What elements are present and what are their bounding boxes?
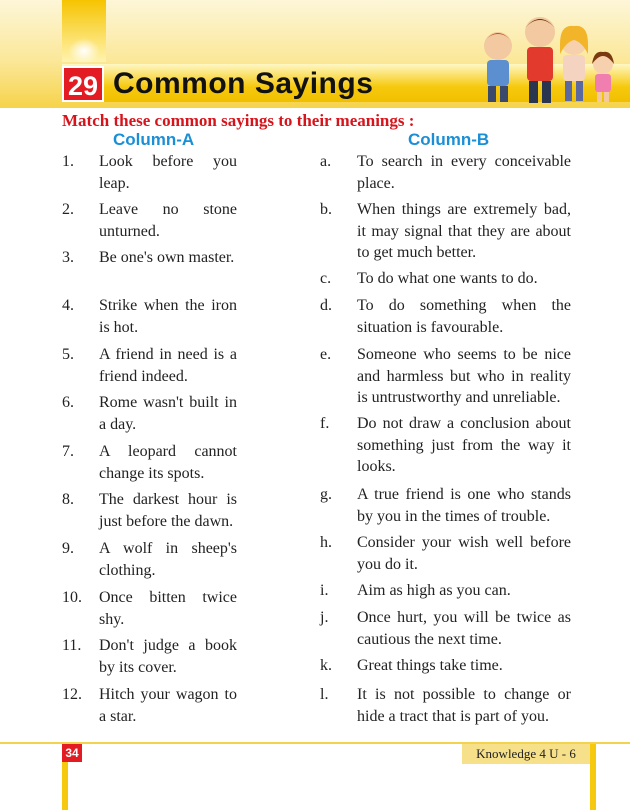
boy-figure-left	[484, 32, 512, 102]
list-item	[320, 268, 571, 290]
item-number: 6.	[62, 394, 74, 411]
item-letter: j.	[320, 609, 329, 626]
item-text: Consider your wish well before you do it.	[357, 534, 571, 573]
list-item	[320, 684, 571, 727]
list-item	[62, 587, 237, 630]
item-number: 8.	[62, 491, 74, 508]
list-item	[62, 247, 237, 269]
item-text: It is not possible to change or hide a tract that is part of you.	[357, 686, 571, 725]
list-item	[62, 199, 237, 242]
item-number: 4.	[62, 297, 74, 314]
item-letter: c.	[320, 270, 332, 287]
item-text: Don't judge a book by its cover.	[99, 637, 237, 676]
book-title: Knowledge 4 U - 6	[462, 744, 590, 764]
item-letter: d.	[320, 297, 332, 314]
item-number: 11.	[62, 637, 82, 654]
list-item	[320, 532, 571, 575]
list-item	[62, 489, 237, 532]
chapter-number: 29	[62, 66, 104, 102]
instruction-text: Match these common sayings to their meanings :	[62, 111, 415, 130]
item-text: Hitch your wagon to a star.	[99, 686, 237, 725]
item-text: The darkest hour is just before the dawn.	[99, 491, 237, 530]
list-item	[62, 635, 237, 678]
column-b-heading: Column-B	[408, 130, 490, 149]
item-text: A leopard cannot change its spots.	[99, 443, 237, 482]
list-item	[62, 392, 237, 435]
page-number: 34	[62, 744, 82, 762]
item-text: Look before you leap.	[99, 153, 237, 192]
item-text: A friend in need is a friend indeed.	[99, 346, 237, 385]
list-item	[62, 151, 237, 194]
item-text: A true friend is one who stands by you in the times of trouble.	[357, 486, 571, 525]
item-text: To do what one wants to do.	[357, 270, 538, 287]
item-text: When things are extremely bad, it may signal that they are about to get much better.	[357, 201, 571, 261]
item-letter: h.	[320, 534, 332, 551]
chapter-title: Common Sayings	[113, 67, 374, 100]
children-illustration	[470, 6, 620, 106]
item-text: To do something when the situation is favourable.	[357, 297, 571, 336]
item-letter: f.	[320, 415, 330, 432]
item-letter: a.	[320, 153, 332, 170]
item-text: Great things take time.	[357, 657, 503, 674]
item-letter: i.	[320, 582, 329, 599]
list-item	[320, 655, 571, 677]
item-letter: g.	[320, 486, 332, 503]
item-text: To search in every conceivable place.	[357, 153, 571, 192]
boy-figure-middle	[525, 17, 555, 103]
item-text: Rome wasn't built in a day.	[99, 394, 237, 433]
item-text: Do not draw a conclusion about something just from the way it looks.	[357, 415, 571, 475]
list-item	[320, 413, 571, 478]
item-letter: e.	[320, 346, 332, 363]
item-number: 5.	[62, 346, 74, 363]
item-text: Once hurt, you will be twice as cautious the next time.	[357, 609, 571, 648]
list-item	[320, 199, 571, 264]
list-item	[62, 684, 237, 727]
girl-figure-right	[560, 26, 588, 101]
item-number: 1.	[62, 153, 74, 170]
item-text: Aim as high as you can.	[357, 582, 511, 599]
item-letter: k.	[320, 657, 332, 674]
item-number: 2.	[62, 201, 74, 218]
list-item	[62, 538, 237, 581]
list-item	[320, 151, 571, 194]
list-item	[62, 295, 237, 338]
column-a-heading: Column-A	[113, 130, 195, 149]
list-item	[320, 344, 571, 409]
item-letter: l.	[320, 686, 329, 703]
item-number: 12.	[62, 686, 82, 703]
list-item	[62, 441, 237, 484]
item-number: 7.	[62, 443, 74, 460]
item-text: A wolf in sheep's clothing.	[99, 540, 237, 579]
item-text: Be one's own master.	[99, 249, 235, 266]
item-text: Someone who seems to be nice and harmless but who in reality is untrustworthy and unreliable.	[357, 346, 571, 406]
list-item	[320, 607, 571, 650]
item-number: 3.	[62, 249, 74, 266]
item-letter: b.	[320, 201, 332, 218]
small-girl-figure	[592, 52, 614, 102]
item-text: Leave no stone unturned.	[99, 201, 237, 240]
item-text: Once bitten twice shy.	[99, 589, 237, 628]
list-item	[320, 484, 571, 527]
list-item	[320, 295, 571, 338]
footer-right-bar	[590, 744, 596, 810]
list-item	[62, 344, 237, 387]
item-text: Strike when the iron is hot.	[99, 297, 237, 336]
item-number: 10.	[62, 589, 82, 606]
list-item	[320, 580, 571, 602]
item-number: 9.	[62, 540, 74, 557]
header-tab	[62, 0, 106, 62]
